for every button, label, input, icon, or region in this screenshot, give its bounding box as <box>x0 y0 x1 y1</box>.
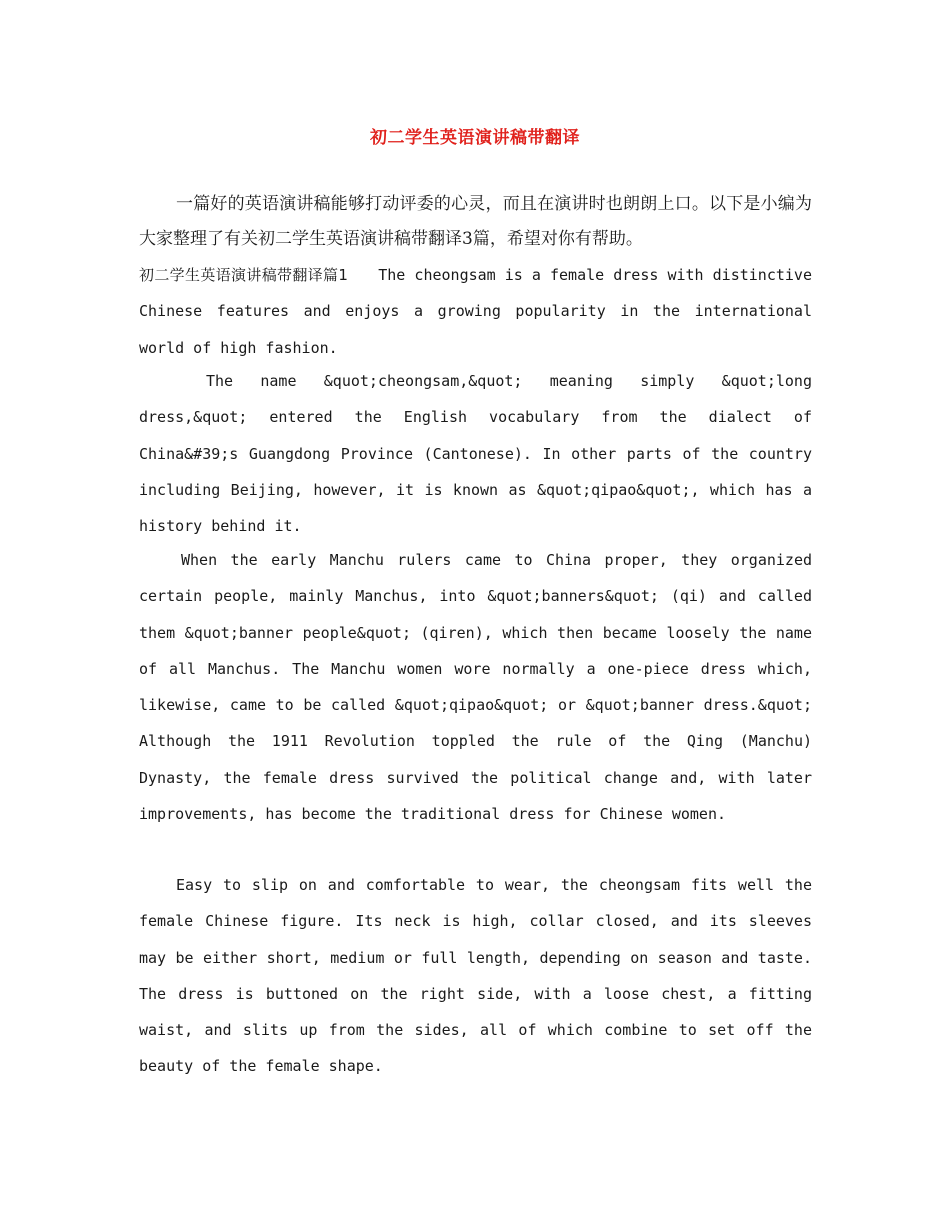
paragraph-4-text: Easy to slip on and comfortable to wear, the cheongsam fits well the female Chinese figure. Its neck is high, collar closed, and its sleeves may be either short, medium or full length, depending on season and taste. The dress is buttoned on the right side, with a loose chest, a fitting waist, and slits up from the sides, all of which combine to set off the beauty of the female shape. <box>139 876 812 1076</box>
paragraph-4 <box>139 867 812 1085</box>
paragraph-1-text: The cheongsam is a female dress with distinctive Chinese features and enjoys a growing popularity in the international world of high fashion. <box>139 266 812 357</box>
paragraph-2 <box>139 363 812 544</box>
intro-paragraph: 一篇好的英语演讲稿能够打动评委的心灵，而且在演讲时也朗朗上口。以下是小编为大家整理了有关初二学生英语演讲稿带翻译3篇，希望对你有帮助。 <box>139 194 812 249</box>
section-heading: 初二学生英语演讲稿带翻译篇1 <box>139 266 349 284</box>
paragraph-3-text: When the early Manchu rulers came to China proper, they organized certain people, mainly Manchus, into &quot;banners&quot; (qi) and called them &quot;banner people&quot; (qiren), which then became loosely the name of all Manchus. The Manchu women wore normally a one-piece dress which, likewise, came to be called &quot;qipao&quot; or &quot;banner dress.&quot; Although the 1911 Revolution toppled the rule of the Qing (Manchu) Dynasty, the female dress survived the political change and, with later improvements, has become the traditional dress for Chinese women. <box>139 551 812 824</box>
paragraph-1 <box>139 257 812 366</box>
paragraph-3 <box>139 542 812 832</box>
paragraph-2-text: The name &quot;cheongsam,&quot; meaning simply &quot;long dress,&quot; entered the English vocabulary from the dialect of China&#39;s Guangdong Province (Cantonese). In other parts of the country including Beijing, however, it is known as &quot;qipao&quot;, which has a history behind it. <box>139 372 812 536</box>
document-title: 初二学生英语演讲稿带翻译 <box>370 128 580 148</box>
